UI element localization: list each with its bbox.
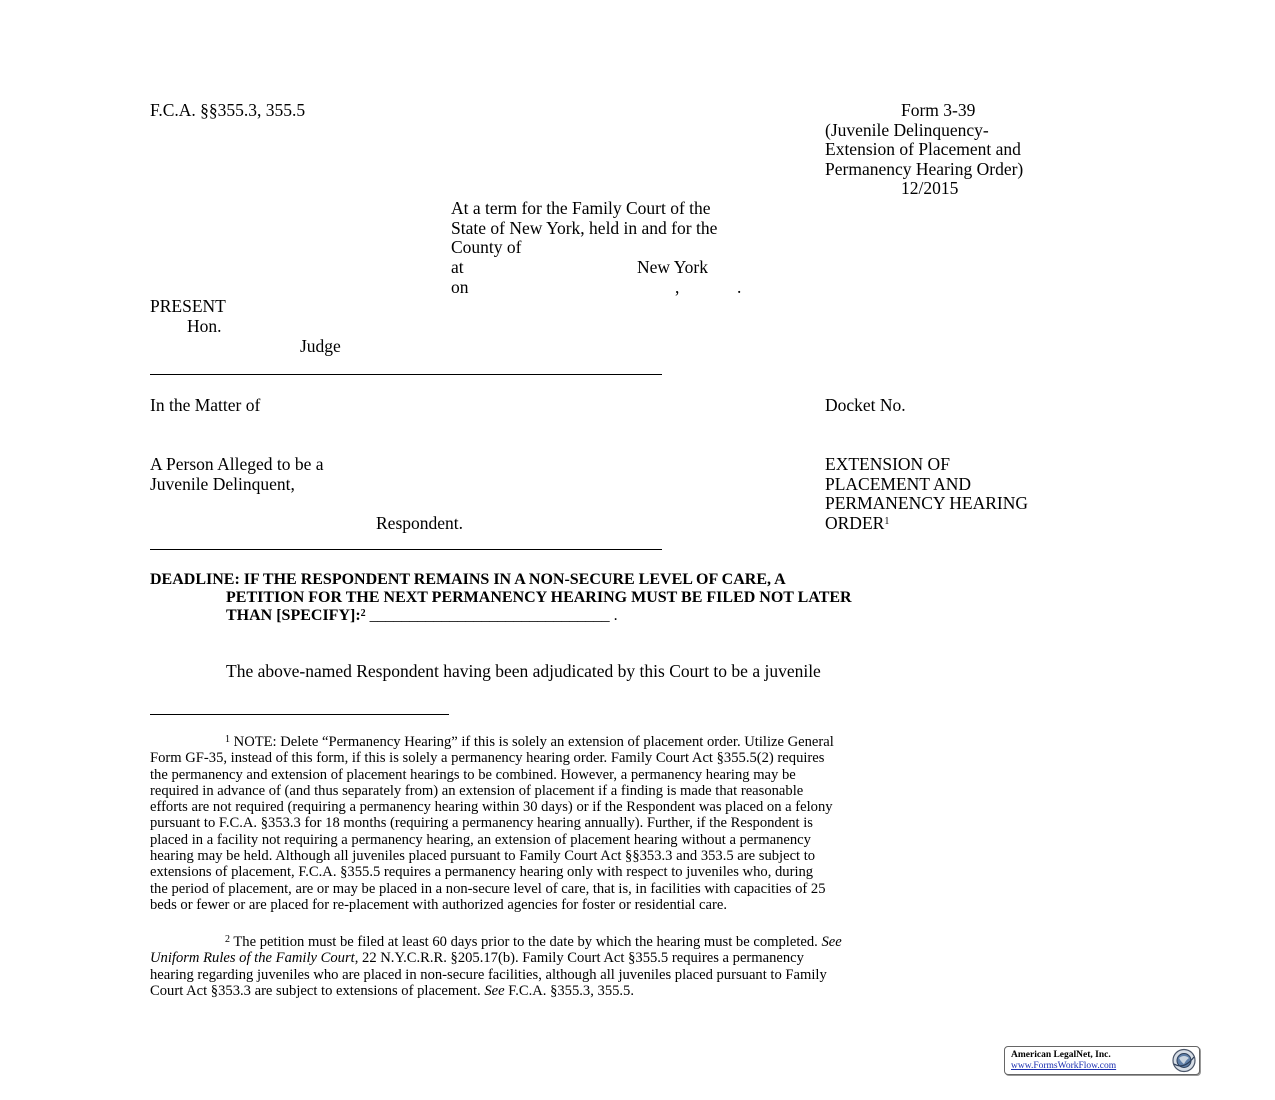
footnote-1-line: the period of placement, are or may be placed in a non-secure level of care, that is, in facilities with capacities of 25 — [150, 880, 826, 897]
footnote-2 — [150, 934, 842, 999]
date-comma: , — [675, 277, 680, 297]
deadline-line-2: PETITION FOR THE NEXT PERMANENCY HEARING MUST BE FILED NOT LATER — [226, 589, 852, 606]
footnote-2-line — [150, 983, 842, 999]
deadline-line-1: DEADLINE: IF THE RESPONDENT REMAINS IN A NON-SECURE LEVEL OF CARE, A — [150, 571, 786, 588]
matter-label: In the Matter of — [150, 395, 261, 415]
caption-top-rule — [150, 374, 662, 375]
form-description — [825, 121, 1023, 180]
footnote-1-number: 1 — [225, 734, 230, 745]
deadline-specify: THAN [SPECIFY]: — [226, 607, 361, 624]
globe-logo-icon — [1171, 1048, 1197, 1073]
footnote-2-see: See — [821, 934, 842, 950]
at-label: at — [451, 257, 464, 277]
footnote-1-line: Form GF-35, instead of this form, if this is solely a permanency hearing order. Family Court Act §355.5(2) requires — [150, 750, 825, 767]
form-description-line: Permanency Hearing Order) — [825, 158, 1024, 179]
order-title-line: PLACEMENT AND — [825, 473, 972, 494]
footnote-1-line: extensions of placement, F.C.A. §355.5 requires a permanency hearing only with respect to juveniles who, during — [150, 864, 814, 881]
footnote-separator — [150, 714, 449, 715]
footnote-2-see: See — [484, 982, 505, 999]
deadline-line-3 — [226, 607, 618, 625]
footnote-2-text: , 22 N.Y.C.R.R. §205.17(b). Family Court Act §355.5 requires a permanency — [354, 950, 804, 967]
form-description-line: Extension of Placement and — [825, 139, 1021, 160]
footnote-2-citation: Uniform Rules of the Family Court — [150, 950, 355, 967]
footnote-1-line: pursuant to F.C.A. §353.3 for 18 months (requiring a permanency hearing annually). Further, if the Respondent is — [150, 815, 813, 832]
judge-label: Judge — [300, 336, 341, 356]
present-label: PRESENT — [150, 296, 226, 316]
deadline-blank: ______________________________ . — [365, 607, 618, 624]
order-title-line: PERMANENCY HEARING — [825, 493, 1029, 514]
order-title-line — [825, 514, 1028, 534]
footnote-1 — [150, 734, 834, 913]
footnote-1-line: placed in a facility not requiring a permanency hearing, an extension of placement hearing without a permanency — [150, 831, 811, 848]
footnote-1-line: efforts are not required (requiring a permanency hearing within 30 days) or if the Respondent was placed on a felony — [150, 799, 833, 816]
form-number: Form 3-39 — [901, 100, 976, 120]
body-intro: The above-named Respondent having been adjudicated by this Court to be a juvenile — [226, 661, 821, 681]
order-title-line: EXTENSION OF — [825, 454, 950, 474]
publisher-name: American LegalNet, Inc. — [1011, 1050, 1111, 1060]
publisher-badge[interactable] — [1004, 1046, 1200, 1075]
court-term-line: At a term for the Family Court of the — [451, 198, 711, 218]
footnote-2-number: 2 — [225, 934, 230, 945]
footnote-ref-2: 2 — [360, 608, 366, 619]
hon-label: Hon. — [187, 316, 222, 336]
footnote-2-text: F.C.A. §355.3, 355.5. — [504, 982, 635, 999]
court-term-line: County of — [451, 237, 522, 258]
caption-bottom-rule — [150, 549, 662, 550]
on-label: on — [451, 277, 469, 297]
order-title-text: ORDER — [825, 512, 885, 533]
date-period: . — [737, 277, 742, 297]
publisher-link[interactable]: www.FormsWorkFlow.com — [1011, 1061, 1117, 1071]
footnote-1-line: beds or fewer or are placed for re-placement with authorized agencies for foster or residential care. — [150, 896, 727, 913]
footnote-1-line — [150, 734, 834, 750]
respondent-description-line: A Person Alleged to be a — [150, 454, 324, 474]
footnote-2-text: The petition must be filed at least 60 days prior to the date by which the hearing must be completed. — [230, 934, 822, 950]
footnote-2-line — [150, 934, 842, 950]
statute-reference: F.C.A. §§355.3, 355.5 — [150, 100, 306, 120]
court-term-line: State of New York, held in and for the — [451, 217, 718, 238]
respondent-label: Respondent. — [376, 513, 464, 533]
footnote-2-line — [150, 950, 842, 966]
docket-label: Docket No. — [825, 395, 906, 415]
footnote-ref-1: 1 — [884, 515, 890, 527]
form-description-line: (Juvenile Delinquency- — [825, 119, 989, 140]
footnote-1-line: required in advance of (and thus separately from) an extension of placement if a finding is made that reasonable — [150, 782, 804, 799]
respondent-description-line: Juvenile Delinquent, — [150, 473, 295, 494]
order-title — [825, 455, 1028, 533]
respondent-description — [150, 455, 324, 494]
footnote-2-line: hearing regarding juveniles who are placed in non-secure facilities, although all juveniles placed pursuant to Family — [150, 966, 827, 983]
footnote-2-text: Court Act §353.3 are subject to extensions of placement. — [150, 982, 485, 999]
footnote-1-line: hearing may be held. Although all juveniles placed pursuant to Family Court Act §§353.3 and 353.5 are subject to — [150, 848, 816, 865]
footnote-1-line: the permanency and extension of placement hearings to be combined. However, a permanency hearing may be — [150, 766, 796, 783]
court-city: New York — [637, 257, 708, 277]
form-date: 12/2015 — [901, 178, 959, 199]
court-term-block — [451, 199, 717, 258]
footnote-1-text: NOTE: Delete “Permanency Hearing” if this is solely an extension of placement order. Utilize General — [230, 734, 834, 750]
